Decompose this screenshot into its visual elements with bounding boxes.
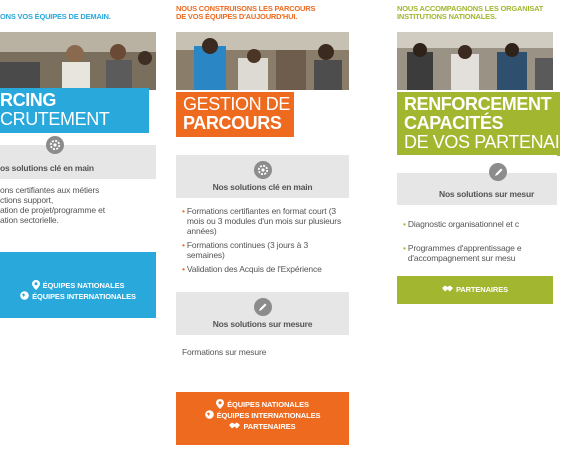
footer-link-label: ÉQUIPES NATIONALES (227, 400, 309, 409)
handshake-icon (229, 422, 240, 431)
section-header (0, 145, 156, 179)
card-panel (397, 155, 557, 273)
card-title-bold: CAPACITÉS (404, 113, 504, 133)
globe-icon (20, 291, 29, 302)
card-title-block (0, 88, 149, 133)
card-photo (0, 32, 156, 90)
list-item: • Validation des Acquis de l'Expérience (182, 264, 322, 274)
photo-image (397, 32, 553, 90)
footer-link-partenaires[interactable] (397, 284, 553, 295)
section-label: Nos solutions clé en main (212, 182, 313, 192)
section-items (176, 335, 349, 363)
footer-link-label: PARTENAIRES (455, 285, 509, 294)
location-pin-icon (32, 280, 40, 292)
card-title-bold: PARCOURS (183, 113, 282, 133)
list-item: ation sectorielle. (0, 215, 59, 225)
footer-link-label: ÉQUIPES INTERNATIONALES (216, 411, 321, 420)
footer-link-label: ÉQUIPES NATIONALES (42, 281, 125, 290)
card-photo (397, 32, 553, 90)
footer-link-equipes-nationales[interactable] (176, 399, 349, 410)
list-item: • Formations continues (3 jours à 3 semaines) (182, 240, 343, 260)
list-item-text: Formations continues (3 jours à 3 semaines) (186, 240, 309, 260)
footer-link-equipes-nationales[interactable] (0, 280, 156, 291)
card-intro: NOUS CONSTRUISONS LES PARCOURS DE VOS ÉQUIPES D'AUJOURD'HUI. (176, 4, 316, 21)
section-label: Nos solutions sur mesur (439, 189, 535, 199)
footer-link-equipes-internationales[interactable] (176, 410, 349, 421)
card-title-light: CRUTEMENT (0, 109, 110, 129)
card-intro: ONS VOS ÉQUIPES DE DEMAIN. (0, 12, 111, 21)
section-items (397, 205, 557, 273)
card-panel (176, 155, 349, 363)
list-item: • Diagnostic organisationnel et c (403, 219, 519, 229)
location-pin-icon (216, 399, 224, 411)
section-items (176, 198, 349, 280)
footer-link-equipes-internationales[interactable] (0, 291, 156, 302)
list-item-text: Formations certifiantes en format court (3 mois ou 3 modules d'un mois sur plusieurs années) (186, 206, 342, 236)
card-footer (397, 276, 553, 304)
gear-icon (254, 161, 272, 179)
handshake-icon (442, 285, 453, 294)
photo-image (176, 32, 349, 90)
card-title-light: GESTION DE (183, 94, 291, 114)
section-header (176, 292, 349, 335)
globe-icon (205, 410, 214, 421)
pencil-icon (254, 298, 272, 316)
card-title-light: DE VOS PARTENAIR (404, 132, 572, 152)
section-items (0, 179, 156, 231)
card-title-block (397, 92, 572, 156)
section-header (397, 173, 557, 205)
footer-link-partenaires[interactable] (176, 421, 349, 432)
section-label: os solutions clé en main (0, 163, 94, 173)
card-title-block (176, 92, 294, 137)
card-title-bold: RENFORCEMENT (404, 94, 552, 114)
section-header (176, 155, 349, 198)
card-intro: NOUS ACCOMPAGNONS LES ORGANISAT INSTITUTIONS NATIONALES. (397, 4, 544, 21)
list-item: ation de projet/programme et (0, 205, 105, 215)
list-item: Formations sur mesure (182, 347, 267, 357)
gear-icon (46, 136, 64, 154)
list-item-text: Diagnostic organisationnel et c (407, 219, 519, 229)
list-item: • Formations certifiantes en format court (3 mois ou 3 modules d'un mois sur plusieurs années) (182, 206, 342, 236)
pencil-icon (489, 163, 507, 181)
card-footer (0, 252, 156, 318)
list-item-text: Programmes d'apprentissage e d'accompagnement sur mesu (407, 243, 522, 263)
card-photo (176, 32, 349, 90)
card-footer (176, 392, 349, 445)
footer-link-label: ÉQUIPES INTERNATIONALES (32, 292, 136, 301)
list-item: ons certifiantes aux métiers (0, 185, 100, 195)
list-item-text: Validation des Acquis de l'Expérience (186, 264, 322, 274)
photo-image (0, 32, 156, 90)
card-panel (0, 145, 156, 231)
list-item: ctions support, (0, 195, 54, 205)
footer-link-label: PARTENAIRES (243, 422, 296, 431)
card-title-bold: RCING (0, 90, 56, 110)
list-item: • Programmes d'apprentissage e d'accompagnement sur mesu (403, 243, 551, 263)
section-label: Nos solutions sur mesure (212, 319, 313, 329)
